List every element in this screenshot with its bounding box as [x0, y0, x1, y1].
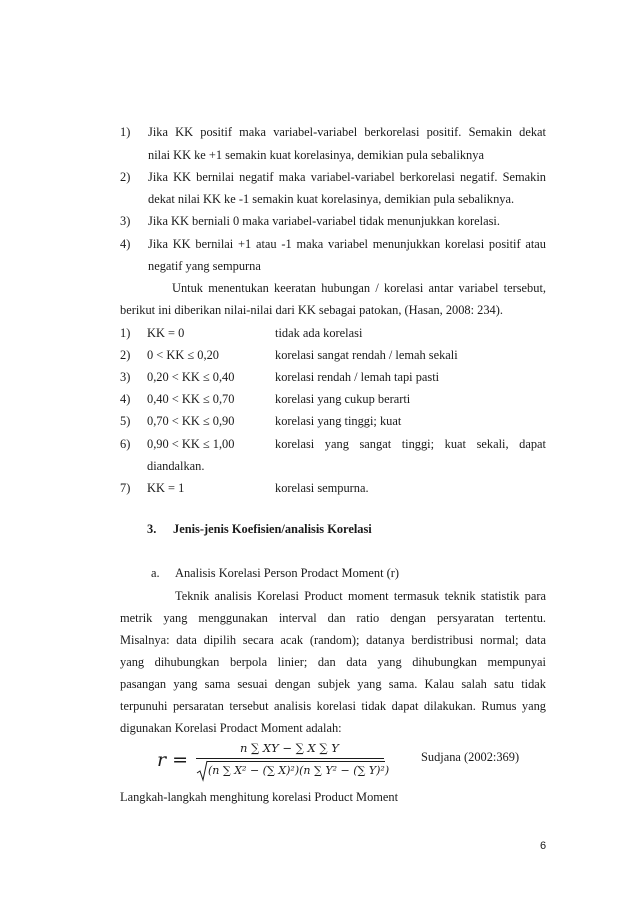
table-row-number: 6) — [120, 437, 131, 451]
intro-line: Untuk menentukan keeratan hubungan / korelasi antar variabel tersebut, — [172, 281, 546, 295]
list-item-text: Jika KK positif maka variabel-variabel berkorelasi positif. Semakin dekat — [148, 125, 546, 139]
sqrt-overline — [207, 761, 385, 762]
list-item-text: nilai KK ke +1 semakin kuat korelasinya, demikian pula sebaliknya — [148, 148, 484, 162]
table-row-number: 3) — [120, 370, 131, 384]
table-row-desc: korelasi yang cukup berarti — [275, 392, 411, 406]
formula-numerator: n ∑ XY − ∑ X ∑ Y — [240, 741, 339, 755]
paragraph-line: digunakan Korelasi Prodact Moment adalah: — [120, 721, 342, 735]
paragraph-line: pasangan yang sama sesuai dengan subjek yang sama. Kalau salah satu tidak — [120, 677, 546, 691]
section-number: 3. — [147, 522, 157, 536]
paragraph-line: terpunuhi persaratan tersebut analisis korelasi tidak dapat dilakukan. Rumus yang — [120, 699, 546, 713]
table-row-number: 7) — [120, 481, 131, 495]
steps-heading: Langkah-langkah menghitung korelasi Product Moment — [120, 790, 399, 804]
formula-citation: Sudjana (2002:369) — [421, 750, 520, 764]
paragraph-line: metrik yang menggunakan interval dan ratio dengan persyaratan tertentu. — [120, 611, 546, 625]
table-row-range: KK = 0 — [147, 326, 185, 340]
list-item-text: negatif yang sempurna — [148, 259, 261, 273]
table-row-desc: korelasi yang tinggi; kuat — [275, 414, 402, 428]
table-row-number: 5) — [120, 414, 131, 428]
section-title: Jenis-jenis Koefisien/analisis Korelasi — [173, 522, 372, 536]
table-row-range: 0,20 < KK ≤ 0,40 — [147, 370, 235, 384]
table-row-range: 0,40 < KK ≤ 0,70 — [147, 392, 235, 406]
paragraph-line: Teknik analisis Korelasi Product moment termasuk teknik statistik para — [175, 589, 546, 603]
intro-line: berikut ini diberikan nilai-nilai dari KK sebagai patokan, (Hasan, 2008: 234). — [120, 303, 503, 317]
fraction-bar — [196, 758, 384, 759]
table-row-desc: diandalkan. — [147, 459, 205, 473]
table-row-desc: korelasi rendah / lemah tapi pasti — [275, 370, 440, 384]
list-number: 4) — [120, 237, 131, 251]
table-row-range: 0,70 < KK ≤ 0,90 — [147, 414, 235, 428]
table-row-desc: korelasi sangat rendah / lemah sekali — [275, 348, 458, 362]
table-row-range: 0 < KK ≤ 0,20 — [147, 348, 219, 362]
subsection-letter: a. — [151, 566, 160, 580]
list-item-text: dekat nilai KK ke -1 semakin kuat korelasinya, demikian pula sebaliknya. — [148, 192, 515, 206]
table-row-desc: korelasi yang sangat tinggi; kuat sekali, dapat — [275, 437, 546, 451]
list-item-text: Jika KK bernilai negatif maka variabel-variabel berkorelasi negatif. Semakin — [148, 170, 546, 184]
formula-lhs: r = — [157, 749, 189, 771]
list-number: 1) — [120, 125, 131, 139]
paragraph-line: yang dihubungkan berpola linier; dan data yang dihubungkan mempunyai — [120, 655, 546, 669]
list-number: 3) — [120, 214, 131, 228]
table-row-number: 4) — [120, 392, 131, 406]
table-row-desc: korelasi sempurna. — [275, 481, 369, 495]
list-number: 2) — [120, 170, 131, 184]
paragraph-line: Misalnya: data dipilih secara acak (random); datanya berdistribusi normal; data — [120, 633, 546, 647]
sqrt-radical — [196, 760, 208, 782]
table-row-desc: tidak ada korelasi — [275, 326, 363, 340]
table-row-number: 2) — [120, 348, 131, 362]
list-item-text: Jika KK bernilai +1 atau -1 maka variabel menunjukkan korelasi positif atau — [148, 237, 546, 251]
list-item-text: Jika KK berniali 0 maka variabel-variabel tidak menunjukkan korelasi. — [148, 214, 500, 228]
formula-denominator: (n ∑ X² − (∑ X)²)(n ∑ Y² − (∑ Y)²) — [208, 764, 390, 777]
table-row-range: 0,90 < KK ≤ 1,00 — [147, 437, 235, 451]
table-row-range: KK = 1 — [147, 481, 185, 495]
subsection-title: Analisis Korelasi Person Prodact Moment (r) — [175, 566, 400, 580]
page-number: 6 — [540, 840, 547, 852]
table-row-number: 1) — [120, 326, 131, 340]
